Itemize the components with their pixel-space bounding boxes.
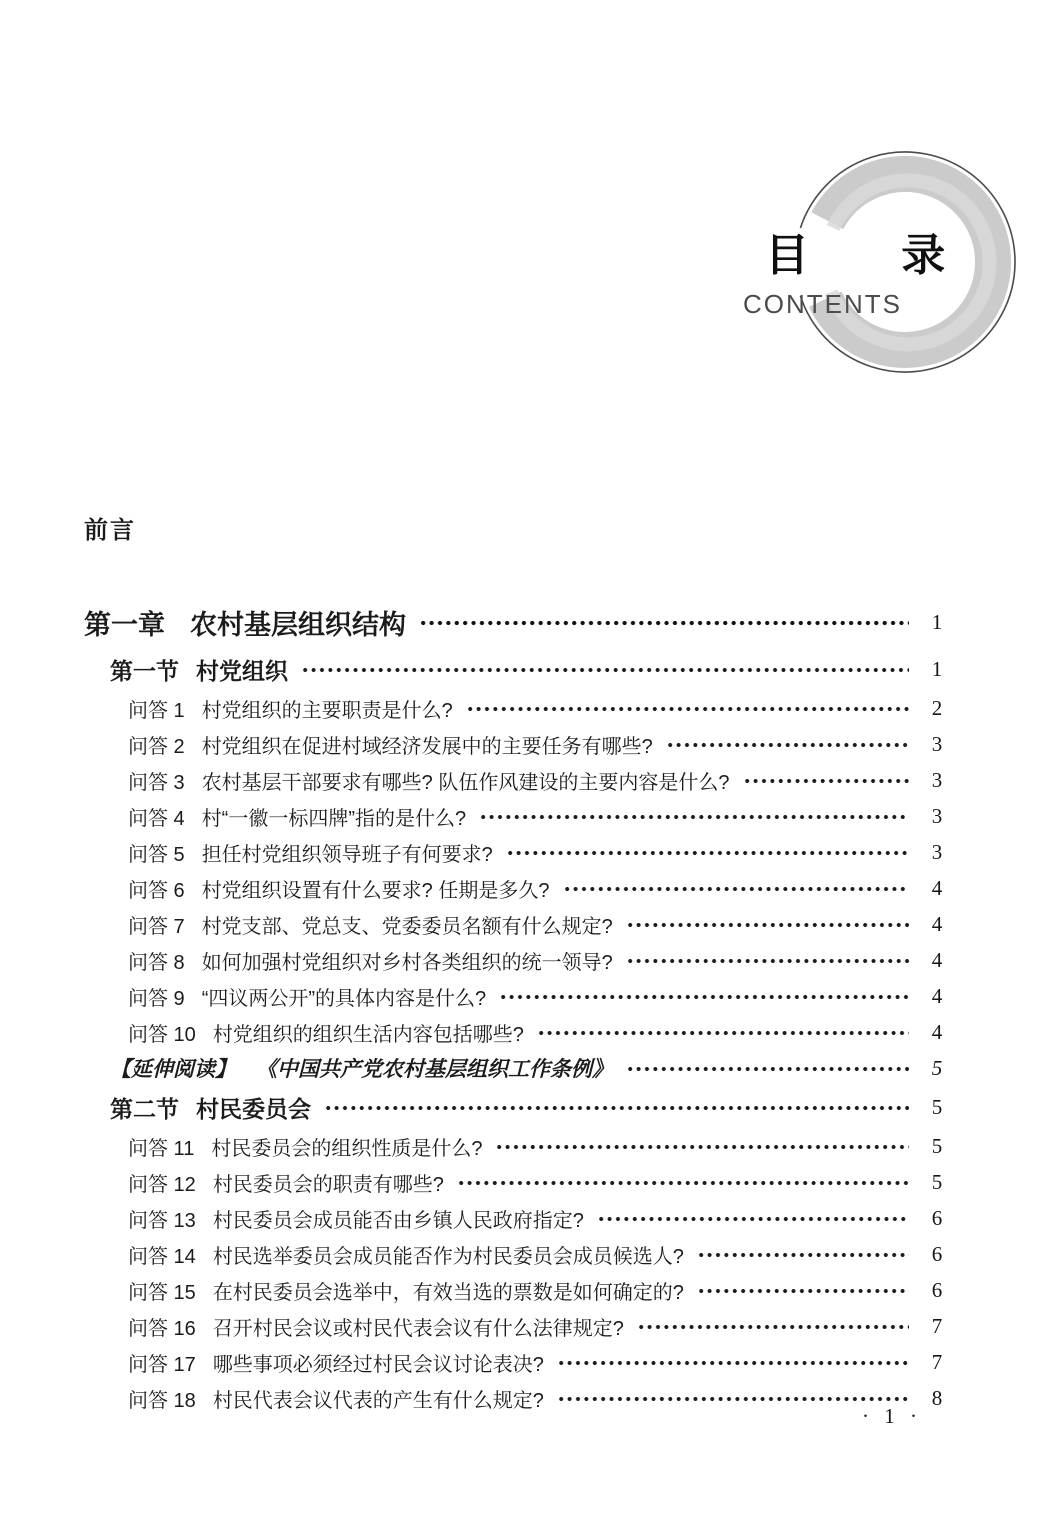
entry-title: 如何加强村党组织对乡村各类组织的统一领导?: [201, 951, 613, 974]
dot-leader: [499, 993, 909, 1001]
contents-logo: [743, 144, 1023, 380]
entry-page-number: 6: [931, 1205, 943, 1230]
entry-page-number: 6: [931, 1277, 943, 1302]
toc-entry-reading: [0, 1050, 1061, 1086]
entry-title: 村党组织的主要职责是什么?: [201, 699, 453, 722]
entry-label: 问答 1: [128, 699, 185, 722]
toc-entry-qa: [0, 1308, 1061, 1344]
entry-label: 问答 2: [128, 735, 185, 758]
toc-entry-qa: [0, 834, 1061, 870]
entry-label: 问答 12: [128, 1173, 196, 1196]
entry-title: 村“一徽一标四牌”指的是什么?: [201, 807, 467, 830]
entry-title: 村民代表会议代表的产生有什么规定?: [212, 1389, 544, 1412]
toc-entry-chapter: [0, 596, 1061, 648]
toc-entry-qa: [0, 798, 1061, 834]
entry-title: 村民委员会的职责有哪些?: [212, 1173, 444, 1196]
dot-leader: [457, 1179, 909, 1187]
toc-entry-qa: [0, 1014, 1061, 1050]
toc-entry-qa: [0, 1236, 1061, 1272]
dot-leader: [324, 1104, 909, 1112]
entry-label: 问答 8: [128, 951, 185, 974]
entry-label: 问答 3: [128, 771, 185, 794]
toc-entry-qa: [0, 942, 1061, 978]
dot-leader: [697, 1287, 909, 1295]
toc-entry-section: [0, 1086, 1061, 1128]
dot-leader: [666, 741, 909, 749]
entry-label: 问答 18: [128, 1389, 196, 1412]
dot-leader: [537, 1029, 909, 1037]
entry-page-number: 6: [931, 1241, 943, 1266]
toc-entry-qa: [0, 1272, 1061, 1308]
entry-title: 《中国共产党农村基层组织工作条例》: [256, 1057, 613, 1081]
entry-label: 问答 5: [128, 843, 185, 866]
entry-page-number: 4: [931, 875, 943, 900]
toc-entry-qa: [0, 978, 1061, 1014]
entry-page-number: 3: [931, 731, 943, 756]
toc-entry-qa: [0, 1200, 1061, 1236]
entry-title: 村党组织在促进村域经济发展中的主要任务有哪些?: [201, 735, 653, 758]
entry-label: 问答 4: [128, 807, 185, 830]
entry-page-number: 5: [931, 1133, 943, 1158]
entry-title: 村党组织设置有什么要求? 任期是多久?: [201, 879, 550, 902]
dot-leader: [563, 885, 910, 893]
entry-page-number: 3: [931, 767, 943, 792]
entry-title: 村民委员会: [196, 1095, 311, 1122]
entry-title: 村党支部、党总支、党委委员名额有什么规定?: [201, 915, 613, 938]
entry-label: 问答 15: [128, 1281, 196, 1304]
dot-leader: [637, 1323, 909, 1331]
toc-entry-qa: [0, 1344, 1061, 1380]
entry-page-number: 8: [931, 1385, 943, 1410]
entry-label: 问答 10: [128, 1023, 196, 1046]
toc-list: [0, 596, 1061, 1416]
entry-title: 农村基层组织结构: [190, 609, 406, 640]
entry-label: 问答 7: [128, 915, 185, 938]
contents-title-cn: 目 录: [765, 231, 986, 280]
dot-leader: [697, 1251, 909, 1259]
toc-entry-qa: [0, 690, 1061, 726]
entry-label: 问答 17: [128, 1353, 196, 1376]
entry-page-number: 2: [931, 695, 943, 720]
entry-page-number: 7: [931, 1349, 943, 1374]
entry-title: 农村基层干部要求有哪些? 队伍作风建设的主要内容是什么?: [201, 771, 730, 794]
toc-entry-qa: [0, 726, 1061, 762]
entry-page-number: 3: [931, 803, 943, 828]
toc-entry-qa: [0, 906, 1061, 942]
entry-page-number: 1: [931, 609, 943, 634]
dot-leader: [301, 666, 909, 674]
entry-title: 在村民委员会选举中，有效当选的票数是如何确定的?: [212, 1281, 684, 1304]
entry-page-number: 4: [931, 947, 943, 972]
toc-entry-qa: [0, 1128, 1061, 1164]
entry-title: 村民委员会的组织性质是什么?: [211, 1137, 483, 1160]
entry-label: 问答 13: [128, 1209, 196, 1232]
dot-leader: [495, 1143, 909, 1151]
entry-label: 第一章: [84, 609, 165, 640]
entry-page-number: 5: [931, 1169, 943, 1194]
entry-page-number: 4: [931, 983, 943, 1008]
entry-title: 召开村民会议或村民代表会议有什么法律规定?: [212, 1317, 624, 1340]
toc-entry-qa: [0, 870, 1061, 906]
dot-leader: [506, 849, 909, 857]
entry-page-number: 1: [931, 656, 943, 681]
entry-label: 问答 14: [128, 1245, 196, 1268]
contents-title-en: CONTENTS: [743, 289, 902, 319]
entry-label: 第二节: [110, 1095, 179, 1122]
folio-page-number: · 1 ·: [862, 1404, 922, 1428]
dot-leader: [743, 777, 910, 785]
entry-page-number: 7: [931, 1313, 943, 1338]
entry-label: 问答 16: [128, 1317, 196, 1340]
dot-leader: [479, 813, 909, 821]
dot-leader: [557, 1359, 909, 1367]
dot-leader: [466, 705, 909, 713]
entry-title: “四议两公开”的具体内容是什么?: [201, 987, 487, 1010]
dot-leader: [626, 921, 909, 929]
entry-label: 问答 6: [128, 879, 185, 902]
entry-title: 村民委员会成员能否由乡镇人民政府指定?: [212, 1209, 584, 1232]
entry-page-number: 3: [931, 839, 943, 864]
dot-leader: [419, 619, 909, 627]
toc-entry-qa: [0, 762, 1061, 798]
dot-leader: [626, 1065, 909, 1073]
entry-title: 村党组织的组织生活内容包括哪些?: [212, 1023, 524, 1046]
toc-entry-qa: [0, 1164, 1061, 1200]
entry-label: 问答 11: [128, 1137, 195, 1160]
entry-title: 村民选举委员会成员能否作为村民委员会成员候选人?: [212, 1245, 684, 1268]
entry-page-number: 4: [931, 1019, 943, 1044]
entry-label: 第一节: [110, 657, 179, 684]
entry-page-number: 5: [931, 1094, 943, 1119]
dot-leader: [557, 1395, 909, 1403]
entry-page-number: 4: [931, 911, 943, 936]
entry-title: 哪些事项必须经过村民会议讨论表决?: [212, 1353, 544, 1376]
entry-page-number: 5: [931, 1055, 943, 1080]
dot-leader: [626, 957, 909, 965]
entry-label: 【延伸阅读】: [110, 1057, 236, 1081]
toc-entry-section: [0, 648, 1061, 690]
preface-heading: 前言: [84, 517, 136, 544]
entry-title: 担任村党组织领导班子有何要求?: [201, 843, 493, 866]
entry-title: 村党组织: [196, 657, 288, 684]
entry-label: 问答 9: [128, 987, 185, 1010]
dot-leader: [597, 1215, 909, 1223]
